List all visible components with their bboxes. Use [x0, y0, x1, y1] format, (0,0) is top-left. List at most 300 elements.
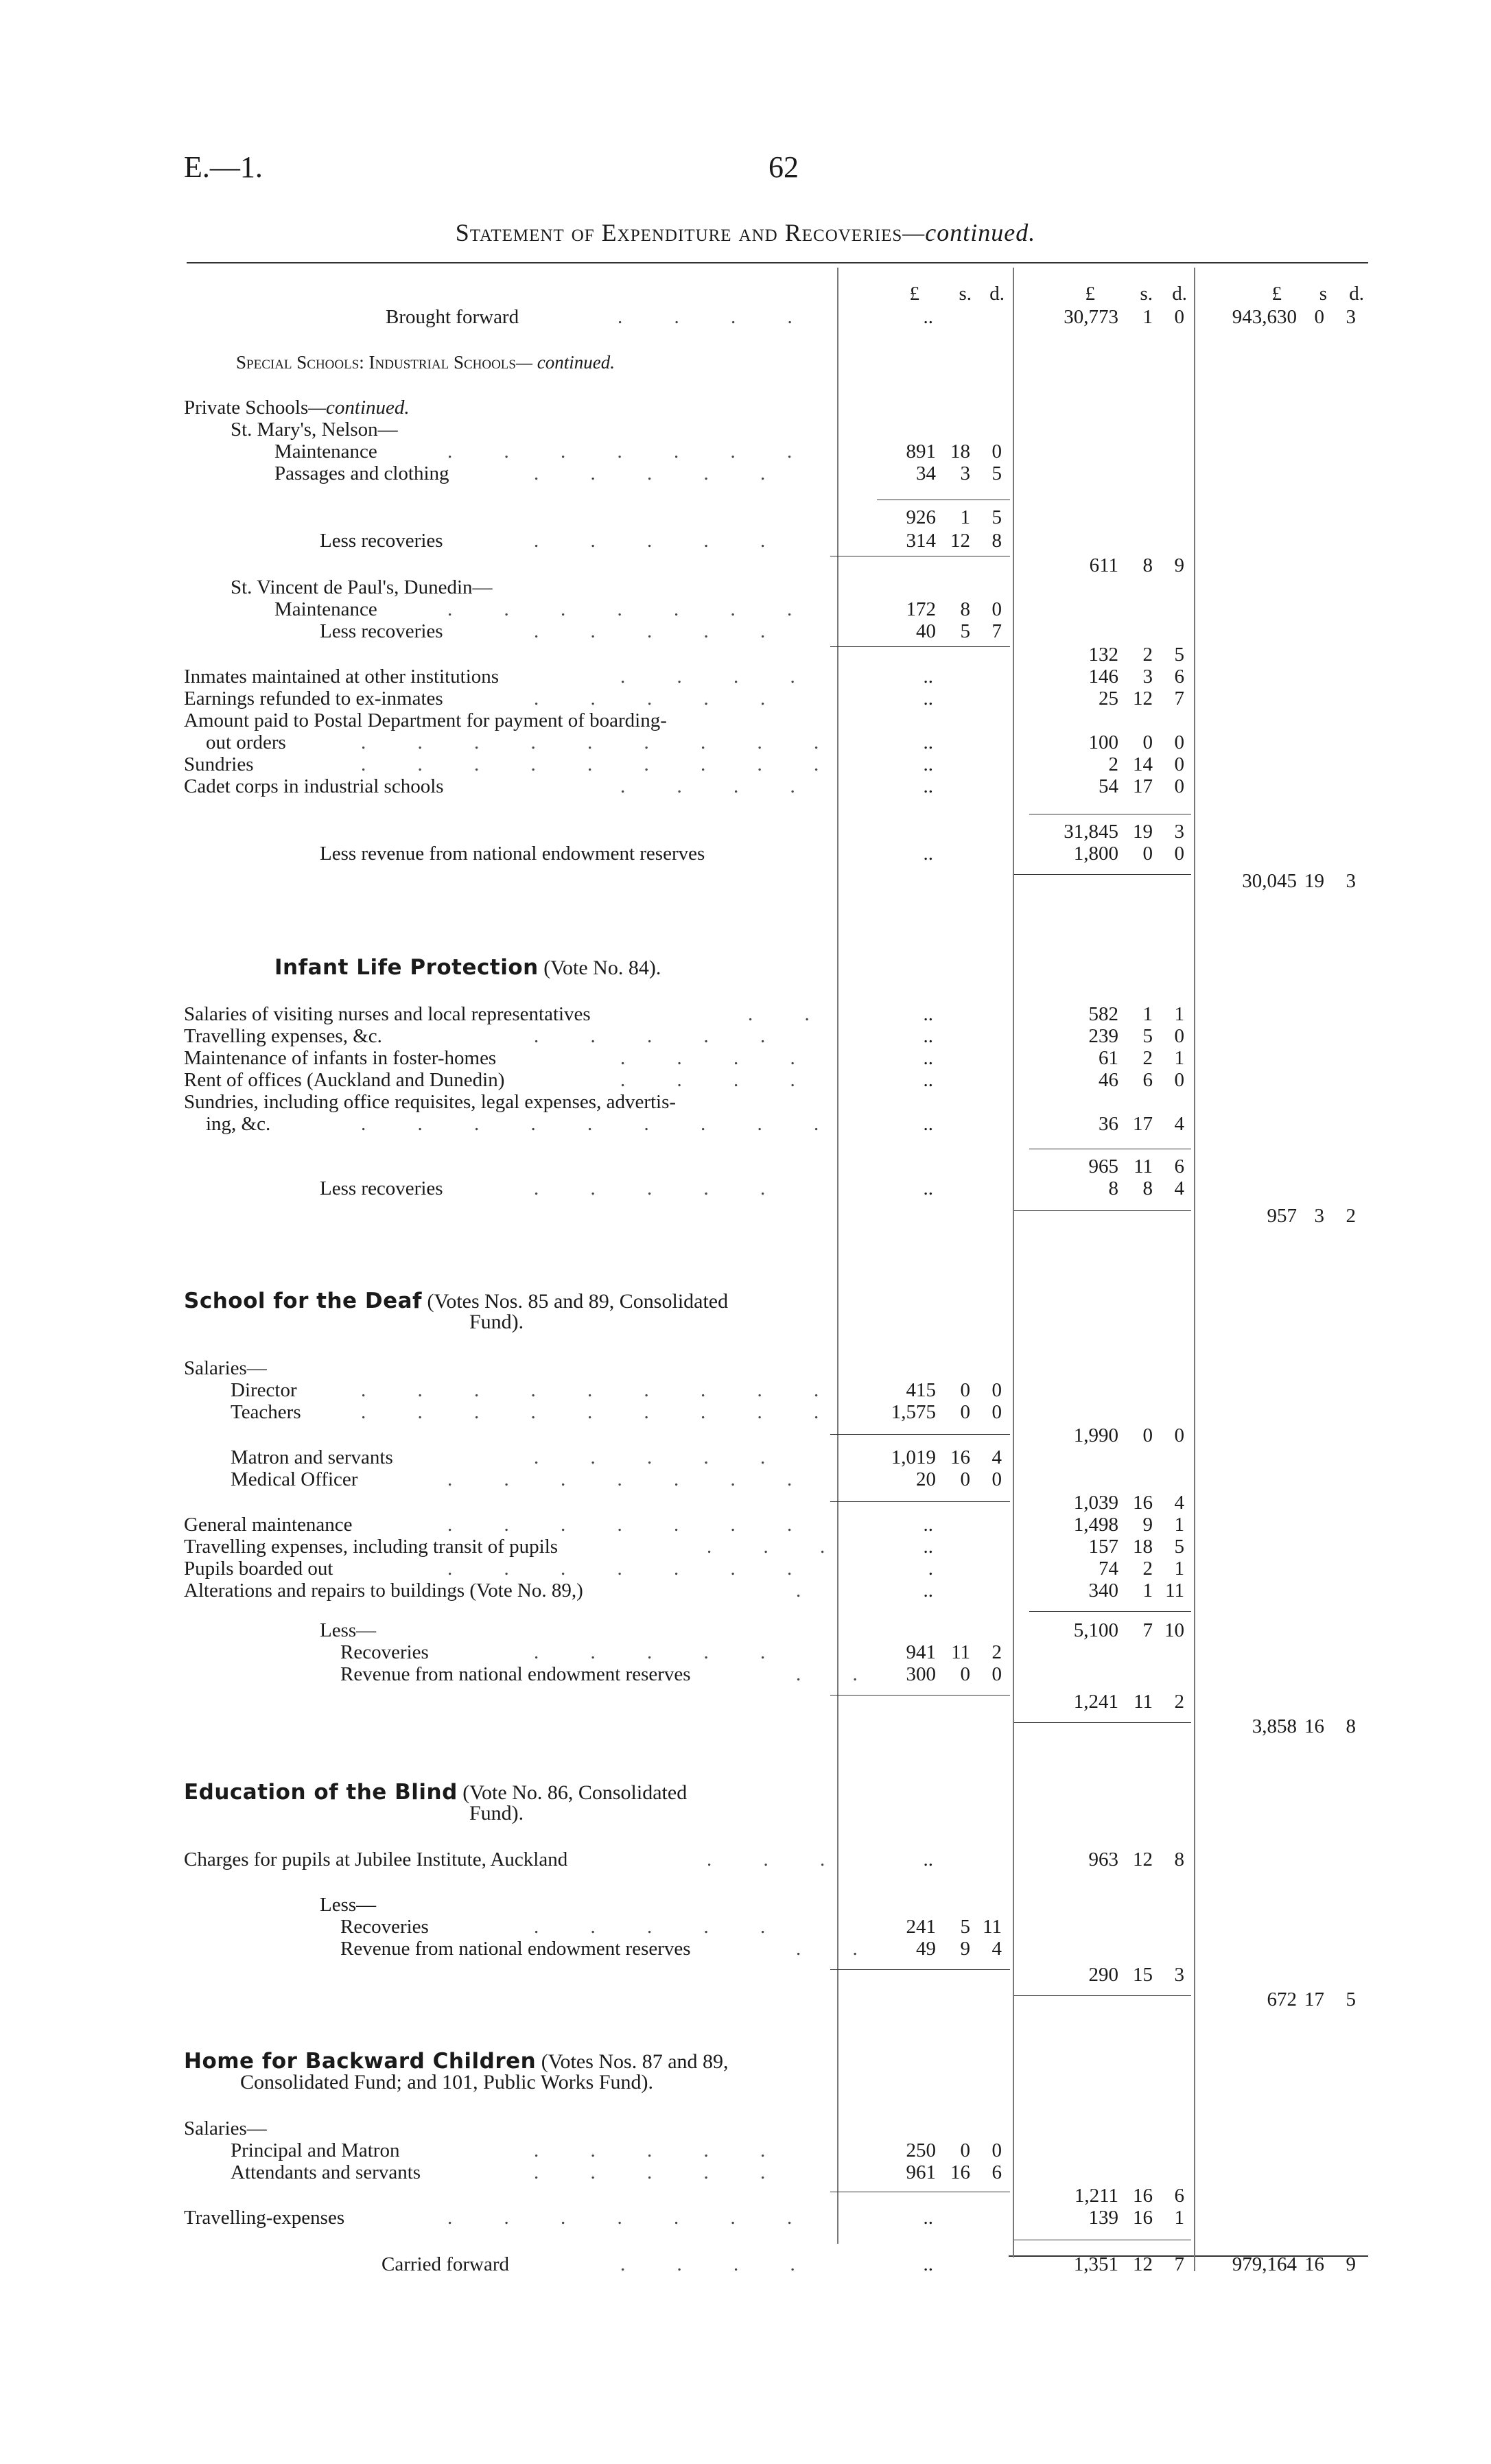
- infant-life-heading: [274, 955, 661, 980]
- col1-value: ..: [923, 1025, 933, 1047]
- backward-principal-row: [0, 2139, 1491, 2161]
- page-number: 62: [768, 150, 799, 184]
- col2-pounds: 239: [1088, 1025, 1118, 1047]
- col2-pounds: 2: [1108, 753, 1118, 775]
- row-label: Less—: [320, 1619, 377, 1641]
- brought-forward-row: [0, 306, 1491, 328]
- section-vote: (Votes Nos. 87 and 89,: [541, 2050, 729, 2073]
- col1-value: ..: [923, 843, 933, 865]
- title-suffix: —continued.: [902, 219, 1036, 246]
- leader-dots: . . .: [707, 1536, 849, 1558]
- col3-pounds: 979,164: [1232, 2253, 1297, 2275]
- currency-pence-2: d.: [1172, 283, 1187, 305]
- line-item-row: [0, 1091, 1491, 1113]
- col2-pounds: 1,498: [1073, 1514, 1118, 1536]
- col1-shillings: 0: [960, 2139, 970, 2161]
- col2-shillings: 0: [1142, 1424, 1153, 1446]
- row-label: Principal and Matron: [231, 2139, 400, 2161]
- col2-pence: 4: [1174, 1177, 1184, 1199]
- currency-pound-3: £: [1271, 283, 1282, 305]
- row-label: Sundries: [184, 753, 254, 775]
- col2-pence: 5: [1174, 1536, 1184, 1558]
- line-item-continuation-row: [0, 731, 1491, 753]
- section-vote: (Vote No. 84).: [543, 957, 661, 979]
- leader-dots: . . . . . . . . .: [361, 1113, 843, 1135]
- col2-pounds: 31,845: [1064, 821, 1118, 843]
- leader-dots: . . . . .: [534, 1916, 789, 1938]
- col2-pence: 5: [1174, 644, 1184, 666]
- private-schools-row: [0, 397, 1491, 419]
- col1-value: .: [928, 1558, 933, 1580]
- col1-pounds: 49: [916, 1938, 936, 1960]
- col2-pence: 8: [1174, 1849, 1184, 1870]
- deaf-salaries-total-row: [0, 1424, 1491, 1446]
- col1-value: ..: [923, 2253, 933, 2275]
- leader-dots: . . . . .: [534, 620, 789, 642]
- row-label: Less recoveries: [320, 1177, 443, 1199]
- col2-pounds: 582: [1088, 1003, 1118, 1025]
- col2-pence: 4: [1174, 1113, 1184, 1135]
- row-label: Director: [231, 1379, 297, 1401]
- blind-heading-continued: Fund).: [469, 1802, 524, 1824]
- col2-pence: 0: [1174, 306, 1184, 328]
- currency-shilling-1: s.: [959, 283, 972, 305]
- col2-shillings: 18: [1133, 1536, 1153, 1558]
- subtotal-rule: [1029, 1611, 1191, 1612]
- col2-shillings: 11: [1134, 1691, 1153, 1713]
- infant-life-less-row: [0, 1177, 1491, 1199]
- col2-pence: 7: [1174, 2253, 1184, 2275]
- leader-dots: . .: [796, 1663, 881, 1685]
- col2-shillings: 16: [1133, 1492, 1153, 1514]
- row-label-continued: out orders: [206, 731, 286, 753]
- col1-pence: 5: [991, 462, 1002, 484]
- heading-caps: Special Schools: Industrial Schools: [236, 352, 516, 373]
- line-item-row: [0, 1003, 1491, 1025]
- col2-pounds: 965: [1088, 1155, 1118, 1177]
- col3-shillings: 16: [1304, 1715, 1324, 1737]
- col2-shillings: 6: [1142, 1069, 1153, 1091]
- col2-shillings: 15: [1133, 1964, 1153, 1986]
- col1-shillings: 12: [950, 530, 970, 552]
- col2-shillings: 8: [1142, 554, 1153, 576]
- col1-shillings: 11: [951, 1641, 970, 1663]
- col1-shillings: 5: [960, 1916, 970, 1938]
- col1-value: ..: [923, 1069, 933, 1091]
- section-title: School for the Deaf: [184, 1289, 423, 1313]
- deaf-matron-row: [0, 1446, 1491, 1468]
- col2-shillings: 19: [1133, 821, 1153, 843]
- col1-value: ..: [923, 1113, 933, 1135]
- col2-shillings: 7: [1142, 1619, 1153, 1641]
- deaf-heading-continued: Fund).: [469, 1311, 524, 1333]
- col1-shillings: 0: [960, 1468, 970, 1490]
- row-label: Less recoveries: [320, 620, 443, 642]
- col2-pounds: 30,773: [1064, 306, 1118, 328]
- col2-pounds: 74: [1099, 1558, 1118, 1580]
- row-label: Sundries, including office requisites, legal expenses, advertis-: [184, 1091, 677, 1113]
- row-label: Rent of offices (Auckland and Dunedin): [184, 1069, 505, 1091]
- col2-pounds: 61: [1099, 1047, 1118, 1069]
- leader-dots: . . . . .: [534, 2161, 789, 2183]
- col3-pence: 2: [1346, 1205, 1356, 1227]
- row-label: Maintenance: [274, 598, 377, 620]
- line-item-row: [0, 1047, 1491, 1069]
- currency-pence-1: d.: [989, 283, 1005, 305]
- col2-pounds: 340: [1088, 1580, 1118, 1601]
- col1-pence: 2: [991, 1641, 1002, 1663]
- st-vincent-label: St. Vincent de Paul's, Dunedin—: [231, 576, 493, 598]
- st-marys-label: St. Mary's, Nelson—: [231, 419, 398, 441]
- col2-pounds: 963: [1088, 1849, 1118, 1870]
- col1-pounds: 241: [906, 1916, 936, 1938]
- leader-dots: . . . . . . .: [447, 598, 816, 620]
- col2-pounds: 146: [1088, 666, 1118, 688]
- col2-pence: 4: [1174, 1492, 1184, 1514]
- leader-dots: . . . . . . . . .: [361, 753, 843, 775]
- st-marys-row: [0, 419, 1491, 441]
- col1-pounds: 941: [906, 1641, 936, 1663]
- leader-dots: . . . .: [620, 666, 819, 688]
- col2-pounds: 139: [1088, 2207, 1118, 2229]
- section-title: Home for Backward Children: [184, 2049, 537, 2074]
- leader-dots: . . .: [707, 1849, 849, 1870]
- deaf-teachers-row: [0, 1401, 1491, 1423]
- st-vincent-less-row: [0, 620, 1491, 642]
- row-label: Travelling expenses, including transit of pupils: [184, 1536, 559, 1558]
- row-label: Medical Officer: [231, 1468, 358, 1490]
- col2-pence: 0: [1174, 753, 1184, 775]
- leader-dots: . . . .: [620, 1047, 819, 1069]
- row-label: Carried forward: [381, 2253, 509, 2275]
- col2-shillings: 16: [1133, 2185, 1153, 2207]
- col3-shillings: 19: [1304, 870, 1324, 892]
- currency-pound-1: £: [909, 283, 919, 305]
- row-label: Travelling expenses, &c.: [184, 1025, 382, 1047]
- leader-dots: . . . . .: [534, 688, 789, 709]
- col1-shillings: 0: [960, 1663, 970, 1685]
- private-label: Private Schools: [184, 397, 309, 419]
- line-item-row: [0, 1069, 1491, 1091]
- col2-pence: 9: [1174, 554, 1184, 576]
- col2-pence: 1: [1174, 1003, 1184, 1025]
- col2-pence: 0: [1174, 843, 1184, 865]
- leader-dots: . . . . . . . . .: [361, 1401, 843, 1423]
- col1-shillings: 9: [960, 1938, 970, 1960]
- col1-pounds: 1,019: [891, 1446, 936, 1468]
- col2-shillings: 11: [1134, 1155, 1153, 1177]
- col2-pounds: 157: [1088, 1536, 1118, 1558]
- blind-less-total-row: [0, 1964, 1491, 1986]
- col2-shillings: 0: [1142, 731, 1153, 753]
- col2-shillings: 2: [1142, 1558, 1153, 1580]
- leader-dots: . . . . . . . . .: [361, 1379, 843, 1401]
- currency-header-row: [0, 283, 1491, 305]
- row-label: Recoveries: [340, 1916, 429, 1938]
- special-schools-less-revenue-row: [0, 843, 1491, 865]
- col1-pence: 11: [983, 1916, 1002, 1938]
- leader-dots: . . . .: [620, 775, 819, 797]
- col1-shillings: 5: [960, 620, 970, 642]
- col2-shillings: 8: [1142, 1177, 1153, 1199]
- special-schools-heading-text: [236, 351, 615, 373]
- col2-shillings: 3: [1142, 666, 1153, 688]
- col1-value: ..: [923, 2207, 933, 2229]
- col2-pence: 0: [1174, 1069, 1184, 1091]
- col1-shillings: 8: [960, 598, 970, 620]
- row-label: Inmates maintained at other institutions: [184, 666, 500, 688]
- row-label: Attendants and servants: [231, 2161, 421, 2183]
- col3-pounds: 957: [1267, 1205, 1297, 1227]
- leader-dots: . . . . . . .: [447, 1468, 816, 1490]
- section-title: Education of the Blind: [184, 1780, 458, 1805]
- col2-shillings: 16: [1133, 2207, 1153, 2229]
- col3-shillings: 17: [1304, 1988, 1324, 2010]
- col1-pounds: 415: [906, 1379, 936, 1401]
- col2-pence: 6: [1174, 666, 1184, 688]
- col1-shillings: 0: [960, 1401, 970, 1423]
- col1-pounds: 891: [906, 441, 936, 462]
- col3-shillings: 16: [1304, 2253, 1324, 2275]
- leader-dots: . . . . .: [534, 530, 789, 552]
- col2-pence: 6: [1174, 1155, 1184, 1177]
- col2-pence: 7: [1174, 688, 1184, 709]
- leader-dots: . . . . .: [534, 1446, 789, 1468]
- row-label: Recoveries: [340, 1641, 429, 1663]
- col2-pounds: 290: [1088, 1964, 1118, 1986]
- leader-dots: . . . .: [618, 306, 816, 328]
- carried-forward-row: [0, 2253, 1491, 2275]
- row-label: General maintenance: [184, 1514, 353, 1536]
- col1-value: ..: [923, 1177, 933, 1199]
- row-label: Cadet corps in industrial schools: [184, 775, 444, 797]
- st-vincent-net-row: [0, 644, 1491, 666]
- line-item-row: [0, 1025, 1491, 1047]
- row-label: Teachers: [231, 1401, 301, 1423]
- blind-less-row: [0, 1894, 1491, 1916]
- private-suffix: —continued.: [308, 397, 410, 419]
- col2-shillings: 2: [1142, 644, 1153, 666]
- col1-pence: 6: [991, 2161, 1002, 2183]
- deaf-salaries-row: [0, 1357, 1491, 1379]
- col1-pounds: 34: [916, 462, 936, 484]
- leader-dots: . .: [796, 1938, 881, 1960]
- leader-dots: . . . . . . .: [447, 1558, 816, 1580]
- col1-value: ..: [923, 1580, 933, 1601]
- row-label: Passages and clothing: [274, 462, 449, 484]
- col1-value: ..: [923, 306, 933, 328]
- row-label: Less—: [320, 1894, 377, 1916]
- col2-pence: 11: [1165, 1580, 1184, 1601]
- col1-pence: 0: [991, 1401, 1002, 1423]
- special-schools-total-row: [0, 821, 1491, 843]
- line-item-row: [0, 666, 1491, 688]
- col2-shillings: 12: [1133, 1849, 1153, 1870]
- col2-pounds: 8: [1108, 1177, 1118, 1199]
- blind-revenue-row: [0, 1938, 1491, 1960]
- col1-shillings: 1: [960, 506, 970, 528]
- col1-pounds: 172: [906, 598, 936, 620]
- row-label: Matron and servants: [231, 1446, 393, 1468]
- infant-life-total-row: [0, 1155, 1491, 1177]
- special-schools-net-row: [0, 870, 1491, 892]
- col2-shillings: 9: [1142, 1514, 1153, 1536]
- st-vincent-row: [0, 576, 1491, 598]
- deaf-recoveries-row: [0, 1641, 1491, 1663]
- col1-pounds: 926: [906, 506, 936, 528]
- col1-pounds: 250: [906, 2139, 936, 2161]
- col2-shillings: 14: [1133, 753, 1153, 775]
- col2-shillings: 12: [1133, 2253, 1153, 2275]
- col2-shillings: 2: [1142, 1047, 1153, 1069]
- row-label: Revenue from national endowment reserves: [340, 1663, 691, 1685]
- col1-pence: 0: [991, 1663, 1002, 1685]
- leader-dots: . . . . . . . . .: [361, 731, 843, 753]
- deaf-heading: [184, 1289, 728, 1313]
- col2-shillings: 1: [1142, 306, 1153, 328]
- line-item-row: [0, 1536, 1491, 1558]
- col1-pence: 0: [991, 1379, 1002, 1401]
- col2-shillings: 0: [1142, 843, 1153, 865]
- row-label: Less recoveries: [320, 530, 443, 552]
- st-marys-passages-row: [0, 462, 1491, 484]
- line-item-row: [0, 775, 1491, 797]
- row-label: Salaries—: [184, 1357, 267, 1379]
- col3-pence: 3: [1346, 306, 1356, 328]
- col1-pence: 7: [991, 620, 1002, 642]
- col2-pounds: 36: [1099, 1113, 1118, 1135]
- col2-shillings: 5: [1142, 1025, 1153, 1047]
- col2-pounds: 25: [1099, 688, 1118, 709]
- line-item-row: [0, 1580, 1491, 1601]
- col2-pounds: 1,211: [1074, 2185, 1118, 2207]
- st-vincent-maintenance-row: [0, 598, 1491, 620]
- leader-dots: . . . . . . .: [447, 2207, 816, 2229]
- col1-shillings: 0: [960, 1379, 970, 1401]
- col2-pounds: 1,351: [1073, 2253, 1118, 2275]
- row-label: Alterations and repairs to buildings (Vote No. 89,): [184, 1580, 583, 1601]
- section-title: Infant Life Protection: [274, 955, 539, 980]
- col2-pounds: 1,990: [1073, 1424, 1118, 1446]
- col1-shillings: 3: [960, 462, 970, 484]
- col2-shillings: 1: [1142, 1580, 1153, 1601]
- blind-charges-row: [0, 1849, 1491, 1870]
- col1-pence: 4: [991, 1938, 1002, 1960]
- col2-pence: 10: [1164, 1619, 1184, 1641]
- col3-pounds: 3,858: [1252, 1715, 1297, 1737]
- col1-value: ..: [923, 1003, 933, 1025]
- leader-dots: .: [796, 1580, 825, 1601]
- col1-shillings: 16: [950, 1446, 970, 1468]
- row-label: Earnings refunded to ex-inmates: [184, 688, 443, 709]
- section-vote: (Vote No. 86, Consolidated: [462, 1781, 688, 1804]
- col2-pounds: 100: [1088, 731, 1118, 753]
- heading-suffix: — continued.: [515, 352, 615, 373]
- backward-travelling-row: [0, 2207, 1491, 2229]
- col2-pounds: 46: [1099, 1069, 1118, 1091]
- line-item-continuation-row: [0, 1113, 1491, 1135]
- col1-pounds: 961: [906, 2161, 936, 2183]
- col2-pounds: 132: [1088, 644, 1118, 666]
- deaf-less-total-row: [0, 1691, 1491, 1713]
- page-title: [0, 218, 1491, 247]
- row-label: Brought forward: [386, 306, 519, 328]
- col1-value: ..: [923, 1047, 933, 1069]
- col2-pounds: 54: [1099, 775, 1118, 797]
- row-label: Amount paid to Postal Department for payment of boarding-: [184, 709, 667, 731]
- col2-pence: 0: [1174, 775, 1184, 797]
- row-label: Less revenue from national endowment reserves: [320, 843, 705, 865]
- col2-pence: 3: [1174, 1964, 1184, 1986]
- col2-pence: 2: [1174, 1691, 1184, 1713]
- col1-pence: 4: [991, 1446, 1002, 1468]
- leader-dots: . . . . .: [534, 1025, 789, 1047]
- row-label: Maintenance: [274, 441, 377, 462]
- currency-pence-3: d.: [1349, 283, 1364, 305]
- line-item-row: [0, 688, 1491, 709]
- backward-heading-continued: Consolidated Fund; and 101, Public Works Fund).: [240, 2071, 654, 2093]
- row-label: Travelling-expenses: [184, 2207, 345, 2229]
- col2-pounds: 611: [1089, 554, 1118, 576]
- deaf-matron-total-row: [0, 1492, 1491, 1514]
- col1-pounds: 40: [916, 620, 936, 642]
- deaf-director-row: [0, 1379, 1491, 1401]
- col1-value: ..: [923, 666, 933, 688]
- col1-value: ..: [923, 1536, 933, 1558]
- blind-recoveries-row: [0, 1916, 1491, 1938]
- col1-pence: 5: [991, 506, 1002, 528]
- row-label: Salaries of visiting nurses and local representatives: [184, 1003, 591, 1025]
- leader-dots: . . . .: [620, 2253, 819, 2275]
- col1-pence: 0: [991, 2139, 1002, 2161]
- line-item-row: [0, 1558, 1491, 1580]
- leader-dots: . . . . .: [534, 2139, 789, 2161]
- leader-dots: . . . .: [620, 1069, 819, 1091]
- blind-heading: [184, 1780, 687, 1805]
- row-label: Pupils boarded out: [184, 1558, 333, 1580]
- col3-pence: 3: [1346, 870, 1356, 892]
- col2-pence: 0: [1174, 1025, 1184, 1047]
- infant-life-net-row: [0, 1205, 1491, 1227]
- col2-pence: 1: [1174, 1558, 1184, 1580]
- special-schools-heading: [0, 351, 1491, 373]
- col2-shillings: 17: [1133, 775, 1153, 797]
- col1-value: ..: [923, 688, 933, 709]
- leader-dots: . . . . . . .: [447, 441, 816, 462]
- col3-pounds: 672: [1267, 1988, 1297, 2010]
- col1-value: ..: [923, 1849, 933, 1870]
- col1-pounds: 1,575: [891, 1401, 936, 1423]
- col1-value: ..: [923, 753, 933, 775]
- document-reference: E.—1.: [184, 150, 263, 184]
- deaf-net-row: [0, 1715, 1491, 1737]
- col3-pence: 5: [1346, 1988, 1356, 2010]
- col2-pounds: 5,100: [1073, 1619, 1118, 1641]
- blind-net-row: [0, 1988, 1491, 2010]
- col1-value: ..: [923, 775, 933, 797]
- header-rule: [187, 262, 1368, 263]
- leader-dots: . .: [748, 1003, 833, 1025]
- backward-attendants-row: [0, 2161, 1491, 2183]
- col2-pounds: 1,241: [1073, 1691, 1118, 1713]
- col1-pounds: 314: [906, 530, 936, 552]
- backward-salaries-row: [0, 2117, 1491, 2139]
- st-marys-maintenance-row: [0, 441, 1491, 462]
- col2-pounds: 1,800: [1073, 843, 1118, 865]
- col1-value: ..: [923, 731, 933, 753]
- currency-shilling-2: s.: [1140, 283, 1153, 305]
- col1-shillings: 18: [950, 441, 970, 462]
